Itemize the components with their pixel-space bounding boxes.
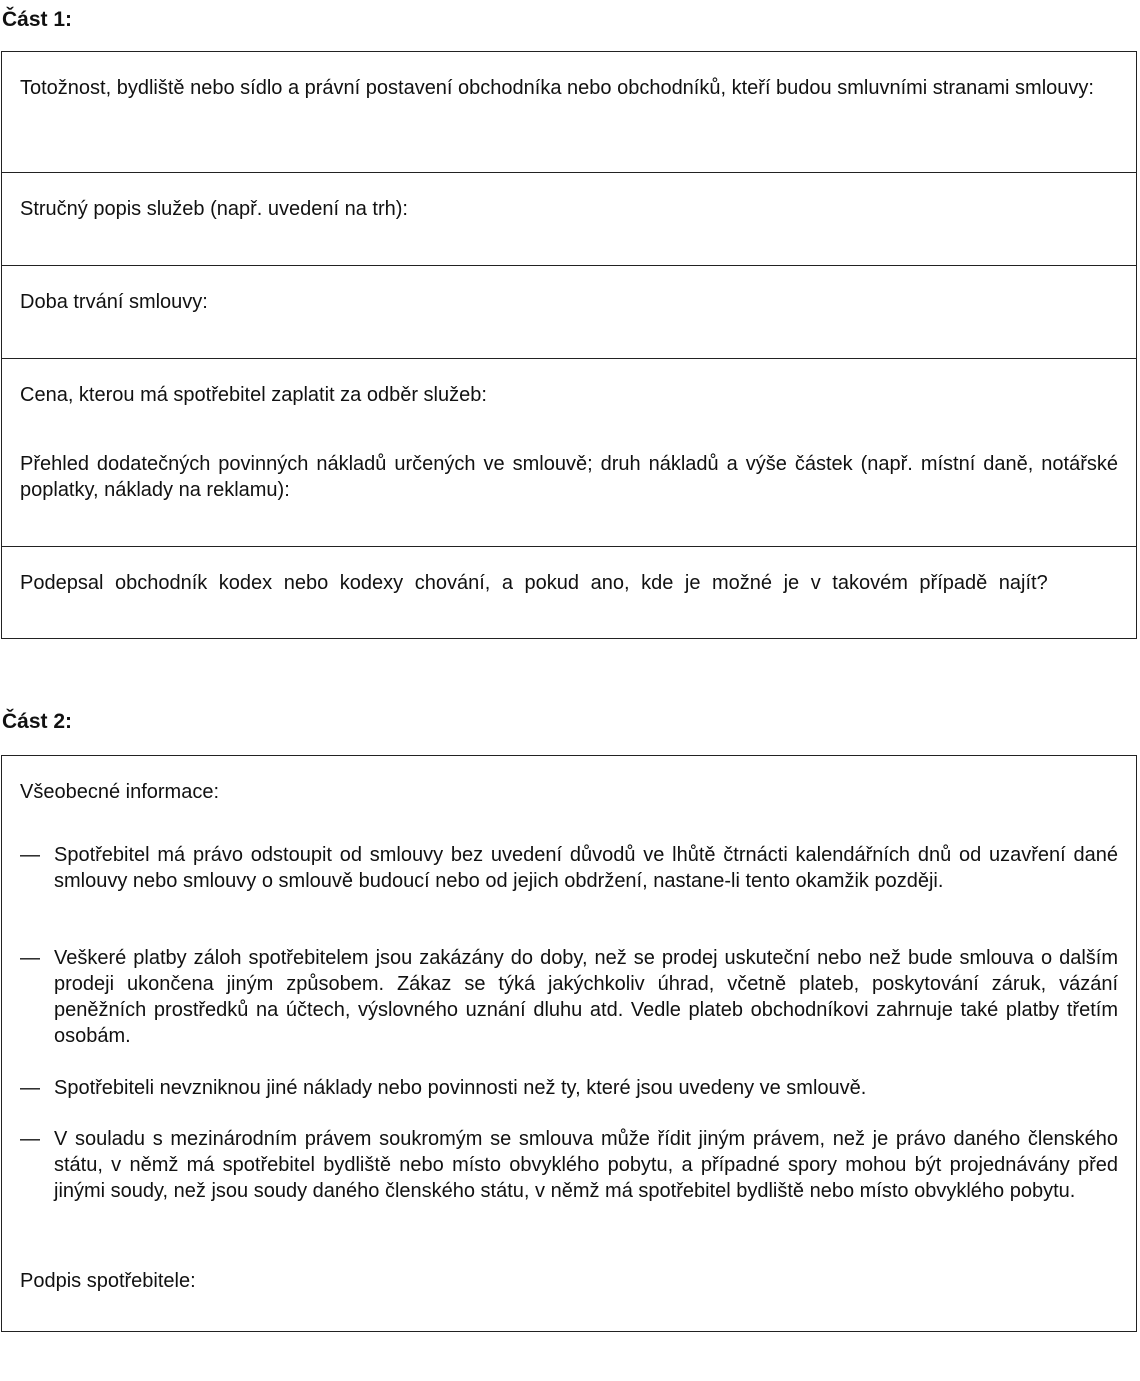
part-2-heading: Část 2: <box>2 710 73 733</box>
list-item-text: Veškeré platby záloh spotřebitelem jsou zakázány do doby, než se prodej uskuteční nebo než bude smlouva o dalším prodeji ukončena jiným způsobem. Zákaz se týká jakýchkoliv úhrad, včetně plateb, poskytování záruk, vázání peněžních prostředků na účtech, výslovného uznání dluhu atd. Vedle plateb obchodníkovi zahrnuje také platby třetím osobám. <box>54 947 1118 1047</box>
form-row-code-of-conduct <box>2 546 1136 637</box>
list-item <box>20 1075 1118 1101</box>
list-item-text: V souladu s mezinárodním právem soukromým se smlouva může řídit jiným právem, než je právo daného členského státu, v němž má spotřebitel bydliště nebo místo obvyklého pobytu, a případné spory mohou být projednávány před jinými soudy, než jsou soudy daného členského státu, v němž má spotřebitel bydliště nebo místo obvyklého pobytu. <box>54 1128 1118 1202</box>
part-1-heading: Část 1: <box>2 8 73 31</box>
duration-label: Doba trvání smlouvy: <box>20 291 208 313</box>
form-row-duration <box>2 265 1136 358</box>
list-item <box>20 842 1118 894</box>
list-item-text: Spotřebiteli nevzniknou jiné náklady nebo povinnosti než ty, které jsou uvedeny ve smlouvě. <box>54 1077 867 1099</box>
identity-label: Totožnost, bydliště nebo sídlo a právní postavení obchodníka nebo obchodníků, kteří budou smluvními stranami smlouvy: <box>20 77 1094 99</box>
form-row-price <box>2 358 1136 546</box>
dash-bullet: — <box>20 1077 40 1099</box>
dash-bullet: — <box>20 844 40 866</box>
form-row-identity <box>2 52 1136 172</box>
list-item <box>20 1126 1118 1204</box>
general-information-label: Všeobecné informace: <box>20 781 220 803</box>
list-item-text: Spotřebitel má právo odstoupit od smlouvy bez uvedení důvodů ve lhůtě čtrnácti kalendářních dnů od uzavření dané smlouvy nebo smlouvy o smlouvě budoucí nebo od jejich obdržení, nastane-li tento okamžik později. <box>54 844 1118 892</box>
additional-costs-label: Přehled dodatečných povinných nákladů určených ve smlouvě; druh nákladů a výše částek (např. místní daně, notářské poplatky, náklady na reklamu): <box>20 453 1118 501</box>
list-item <box>20 945 1118 1049</box>
part-1-box <box>1 51 1137 639</box>
part-2-box <box>1 755 1137 1332</box>
signature-label: Podpis spotřebitele: <box>20 1270 196 1292</box>
form-row-services <box>2 172 1136 265</box>
dash-bullet: — <box>20 1128 40 1150</box>
price-label: Cena, kterou má spotřebitel zaplatit za odběr služeb: <box>20 384 487 406</box>
dash-bullet: — <box>20 947 40 969</box>
code-of-conduct-label: Podepsal obchodník kodex nebo kodexy chování, a pokud ano, kde je možné je v takovém případě najít? <box>20 572 1048 594</box>
services-label: Stručný popis služeb (např. uvedení na trh): <box>20 198 408 220</box>
